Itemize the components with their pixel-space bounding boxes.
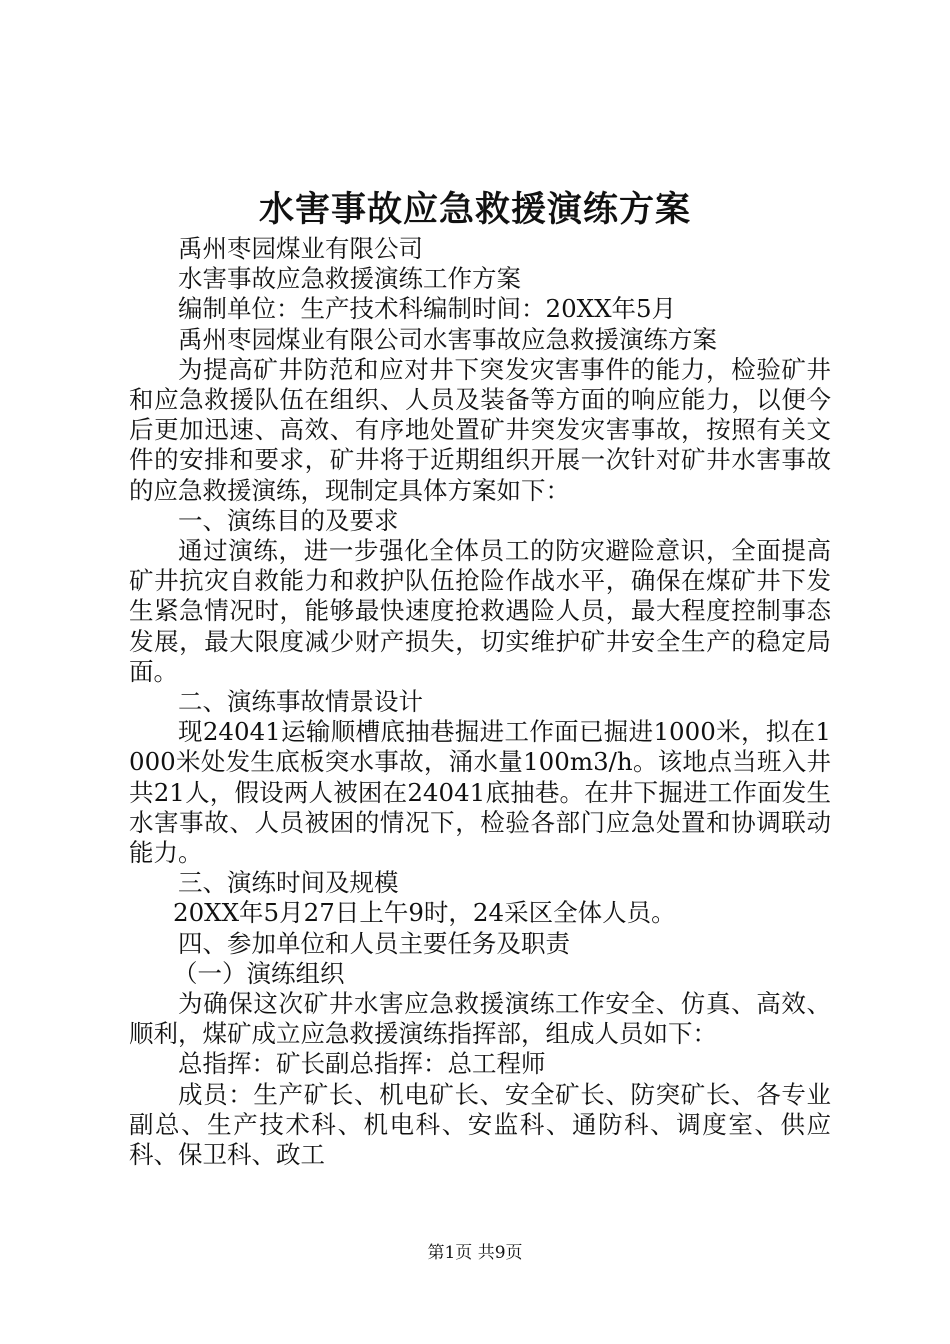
document-body <box>129 234 831 1170</box>
intro-paragraph: 为提高矿井防范和应对井下突发灾害事件的能力，检验矿井和应急救援队伍在组织、人员及装备等方面的响应能力，以便今后更加迅速、高效、有序地处置矿井突发灾害事故，按照有关文件的安排和要求，矿井将于近期组织开展一次针对矿井水害事故的应急救援演练，现制定具体方案如下： <box>129 354 831 505</box>
plan-subtitle: 水害事故应急救援演练工作方案 <box>178 264 521 294</box>
subsection-heading-1: （一）演练组织 <box>173 958 345 988</box>
subsection-1-paragraph: 为确保这次矿井水害应急救援演练工作安全、仿真、高效、顺利，煤矿成立应急救援演练指挥部，组成人员如下： <box>129 989 831 1049</box>
section-heading-3: 三、演练时间及规模 <box>178 868 399 898</box>
section-1-paragraph: 通过演练，进一步强化全体员工的防灾避险意识，全面提高矿井抗灾自救能力和救护队伍抢险作战水平，确保在煤矿井下发生紧急情况时，能够最快速度抢救遇险人员，最大程度控制事态发展，最大限度减少财产损失，切实维护矿井安全生产的稳定局面。 <box>129 536 831 686</box>
compile-info: 编制单位：生产技术科编制时间：20XX年5月 <box>178 294 677 324</box>
section-heading-4: 四、参加单位和人员主要任务及职责 <box>178 928 570 958</box>
section-heading-1: 一、演练目的及要求 <box>178 505 399 535</box>
section-2-paragraph: 现24041运输顺槽底抽巷掘进工作面已掘进1000米，拟在1000米处发生底板突水事故，涌水量100m3/h。该地点当班入井共21人，假设两人被困在24041底抽巷。在井下掘进工作面发生水害事故、人员被困的情况下，检验各部门应急处置和协调联动能力。 <box>129 717 831 868</box>
page-footer: 第1页 共9页 <box>427 1243 523 1263</box>
document-title: 水害事故应急救援演练方案 <box>258 189 691 230</box>
company-name: 禹州枣园煤业有限公司 <box>178 234 423 263</box>
plan-full-title: 禹州枣园煤业有限公司水害事故应急救援演练方案 <box>178 324 717 354</box>
commander-line: 总指挥：矿长副总指挥：总工程师 <box>178 1049 546 1079</box>
members-paragraph: 成员：生产矿长、机电矿长、安全矿长、防突矿长、各专业副总、生产技术科、机电科、安监科、通防科、调度室、供应科、保卫科、政工 <box>129 1079 831 1170</box>
section-heading-2: 二、演练事故情景设计 <box>178 687 423 717</box>
section-3-paragraph: 20XX年5月27日上午9时，24采区全体人员。 <box>173 898 676 928</box>
